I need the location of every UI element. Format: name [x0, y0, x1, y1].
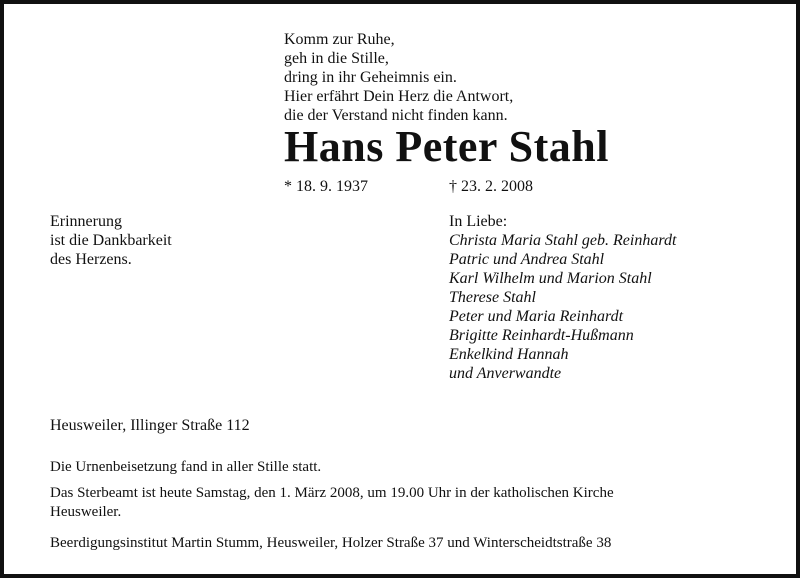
poem-line: Hier erfährt Dein Herz die Antwort,	[284, 88, 514, 105]
undertaker-note: Beerdigungsinstitut Martin Stumm, Heusweiler, Holzer Straße 37 und Winterscheidtstraße 38	[50, 535, 612, 551]
requiem-note	[50, 484, 614, 522]
deceased-name: Hans Peter Stahl	[284, 122, 609, 171]
mourner-name: Patric und Andrea Stahl	[449, 251, 605, 268]
quote-line: des Herzens.	[50, 251, 132, 268]
mourner-name: Karl Wilhelm und Marion Stahl	[449, 270, 652, 287]
poem-line: die der Verstand nicht finden kann.	[284, 107, 508, 124]
poem	[284, 30, 513, 125]
family-address: Heusweiler, Illinger Straße 112	[50, 417, 250, 434]
requiem-note-line: Heusweiler.	[50, 504, 122, 520]
poem-line: geh in die Stille,	[284, 50, 389, 67]
mourner-name: und Anverwandte	[449, 365, 562, 382]
poem-line: Komm zur Ruhe,	[284, 31, 395, 48]
birth-date: * 18. 9. 1937	[284, 178, 368, 195]
mourner-name: Therese Stahl	[449, 289, 536, 306]
burial-note: Die Urnenbeisetzung fand in aller Stille statt.	[50, 459, 322, 475]
poem-line: dring in ihr Geheimnis ein.	[284, 69, 457, 86]
death-date: † 23. 2. 2008	[449, 178, 533, 195]
mourner-name: Peter und Maria Reinhardt	[449, 308, 624, 325]
requiem-note-line: Das Sterbeamt ist heute Samstag, den 1. März 2008, um 19.00 Uhr in der katholischen Kirche	[50, 485, 614, 501]
quote-line: ist die Dankbarkeit	[50, 232, 172, 249]
memorial-quote	[50, 212, 172, 269]
mourners-list	[449, 212, 676, 383]
mourner-name: Brigitte Reinhardt-Hußmann	[449, 327, 634, 344]
mourner-name: Christa Maria Stahl geb. Reinhardt	[449, 232, 677, 249]
mourners-intro: In Liebe:	[449, 213, 508, 230]
quote-line: Erinnerung	[50, 213, 122, 230]
mourner-name: Enkelkind Hannah	[449, 346, 569, 363]
